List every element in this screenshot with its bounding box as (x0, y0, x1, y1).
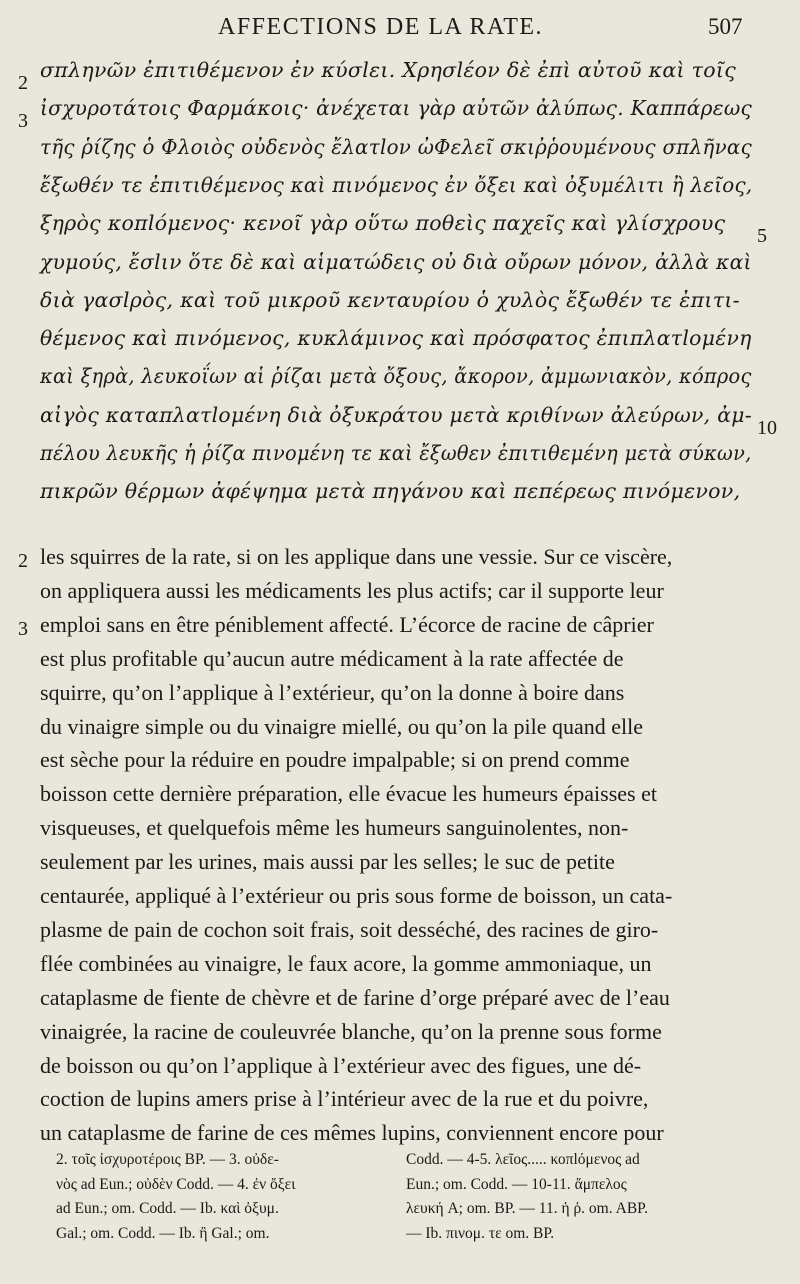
greek-line: αἰγὸς καταπλατlομένη διὰ ὀξυκράτου μετὰ κριθίνων ἀλεύρων, ἀμ- (40, 402, 752, 427)
french-line: vinaigrée, la racine de couleuvrée blanche, qu’on la prenne sous forme (40, 1018, 662, 1044)
french-line: visqueuses, et quelquefois même les humeurs sanguinolentes, non- (40, 815, 629, 841)
greek-line: θέμενος καὶ πινόμενος, κυκλάμινος καὶ πρόσφατος ἐπιπλατlομένη (40, 326, 752, 351)
margin-line-number: 3 (18, 617, 28, 640)
french-line: squirre, qu’on l’applique à l’extérieur, qu’on la donne à boire dans (40, 679, 625, 705)
french-line: emploi sans en être péniblement affecté. L’écorce de racine de câprier (40, 611, 654, 637)
french-line: flée combinées au vinaigre, le faux acore, la gomme ammoniaque, un (40, 950, 652, 976)
french-line: est sèche pour la réduire en poudre impalpable; si on prend comme (40, 747, 630, 773)
french-line: coction de lupins amers prise à l’intérieur avec de la rue et du poivre, (40, 1086, 649, 1112)
margin-line-number: 3 (18, 110, 28, 133)
greek-line: πικρῶν θέρμων ἀφέψημα μετὰ πηγάνου καὶ πεπέρεως πινόμενον, (40, 479, 741, 504)
french-line: un cataplasme de farine de ces mêmes lupins, conviennent encore pour (40, 1120, 664, 1146)
page-number: 507 (708, 14, 743, 39)
margin-line-number: 5 (757, 225, 767, 248)
french-line: cataplasme de fiente de chèvre et de farine d’orge préparé avec de l’eau (40, 984, 670, 1010)
greek-line: ἔξωθέν τε ἐπιτιθέμενος καὶ πινόμενος ἐν ὄξει καὶ ὀξυμέλιτι ἢ λεῖος, (40, 172, 753, 197)
footnote-line: λευκή A; om. BP. — 11. ἡ ῥ. om. ABP. (406, 1200, 648, 1217)
greek-line: τῆς ῥίζης ὁ Φλοιὸς οὐδενὸς ἔλατlον ὠΦελεῖ σκιῤῥουμένους σπλῆνας (40, 134, 752, 159)
french-line: boisson cette dernière préparation, elle évacue les humeurs épaisses et (40, 781, 657, 807)
footnote-line: Eun.; om. Codd. — 10-11. ἄμπελος (406, 1175, 627, 1193)
greek-line: ἰσχυροτάτοις Φαρμάκοις· ἀνέχεται γὰρ αὐτῶν ἀλύπως. Καππάρεως (40, 96, 753, 121)
french-line: on appliquera aussi les médicaments les plus actifs; car il supporte leur (40, 577, 664, 603)
french-line: centaurée, appliqué à l’extérieur ou pris sous forme de boisson, un cata- (40, 883, 673, 908)
footnote-line: — Ib. πινομ. τε om. BP. (406, 1224, 555, 1242)
greek-line: διὰ γασlρὸς, καὶ τοῦ μικροῦ κενταυρίου ὁ χυλὸς ἔξωθέν τε ἐπιτι- (40, 287, 740, 312)
margin-line-number: 2 (18, 72, 28, 94)
footnote-line: Codd. — 4-5. λεῖος..... κοπlόμενος ad (406, 1151, 640, 1168)
greek-line: χυμούς, ἔσlιν ὅτε δὲ καὶ αἱματώδεις οὐ διὰ οὔρων μόνον, ἀλλὰ καὶ (40, 249, 752, 274)
running-title: AFFECTIONS DE LA RATE. (218, 14, 544, 40)
french-line: du vinaigre simple ou du vinaigre miellé, ou qu’on la pile quand elle (40, 713, 644, 739)
french-line: les squirres de la rate, si on les applique dans une vessie. Sur ce viscère, (40, 544, 673, 569)
footnote-line: Gal.; om. Codd. — Ib. ἢ Gal.; om. (56, 1224, 270, 1242)
french-line: de boisson ou qu’on l’applique à l’extérieur avec des figues, une dé- (40, 1052, 642, 1078)
margin-line-number: 2 (18, 550, 28, 572)
french-line: seulement par les urines, mais aussi par les selles; le suc de petite (40, 849, 615, 875)
french-line: est plus profitable qu’aucun autre médicament à la rate affectée de (40, 645, 624, 671)
greek-line: σπληνῶν ἐπιτιθέμενον ἐν κύσlει. Χρησlέον δὲ ἐπὶ αὐτοῦ καὶ τοῖς (40, 58, 737, 82)
french-line: plasme de pain de cochon soit frais, soit desséché, des racines de giro- (40, 916, 659, 942)
margin-line-number: 10 (757, 416, 777, 439)
greek-line: πέλου λευκῆς ἡ ῥίζα πινομένη τε καὶ ἔξωθεν ἐπιτιθεμένη μετὰ σύκων, (40, 441, 752, 465)
footnote-line: ad Eun.; om. Codd. — Ib. καὶ ὀξυμ. (56, 1200, 279, 1217)
greek-line: ξηρὸς κοπlόμενος· κενοῖ γὰρ οὕτω ποθεὶς παχεῖς καὶ γλίσχρους (40, 211, 726, 236)
greek-line: καὶ ξηρὰ, λευκοΐων αἱ ῥίζαι μετὰ ὄξους, ἄκορον, ἀμμωνιακὸν, κόπρος (40, 364, 752, 389)
footnote-line: 2. τοῖς ἰσχυροτέροις BP. — 3. οὐδε- (56, 1151, 279, 1168)
footnote-line: νὸς ad Eun.; οὐδὲν Codd. — 4. ἐν ὄξει (56, 1175, 296, 1193)
